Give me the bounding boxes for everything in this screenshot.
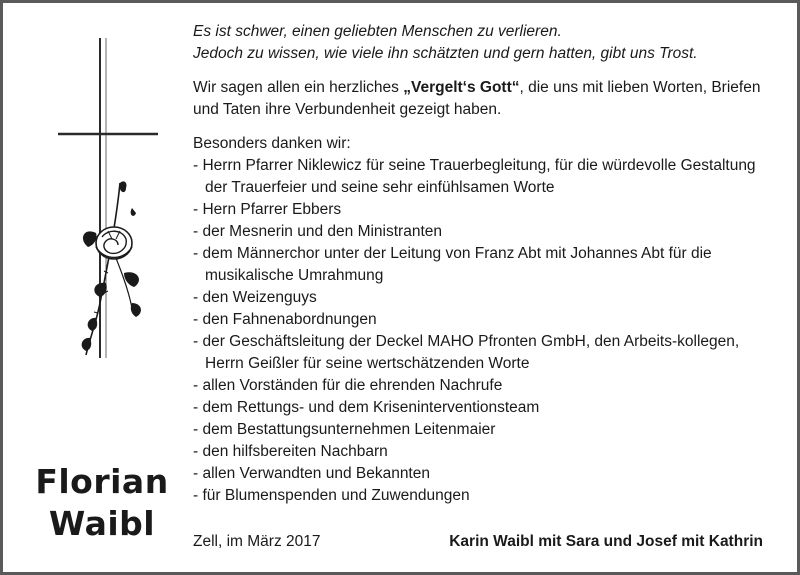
place-date: Zell, im März 2017 — [193, 533, 321, 550]
list-item: - den Fahnenabordnungen — [193, 309, 778, 331]
list-item: - für Blumenspenden und Zuwendungen — [193, 485, 778, 507]
deceased-last-name: Waibl — [48, 504, 156, 543]
special-thanks-list — [193, 155, 778, 507]
list-item: - der Geschäftsleitung der Deckel MAHO Pfronten GmbH, den Arbeits-kollegen, Herrn Geißler für seine wertschätzenden Worte — [193, 331, 778, 375]
main-text — [193, 21, 778, 507]
thanks-paragraph — [193, 77, 778, 121]
cross-rose-icon — [48, 33, 168, 363]
list-item: - dem Rettungs- und dem Kriseninterventionsteam — [193, 397, 778, 419]
left-column — [3, 3, 188, 572]
special-thanks-heading: Besonders danken wir: — [193, 135, 351, 152]
thanks-emphasis: „Vergelt‘s Gott“ — [403, 79, 520, 96]
special-thanks-section — [193, 133, 778, 507]
list-item: - allen Verwandten und Bekannten — [193, 463, 778, 485]
quote-line-1: Es ist schwer, einen geliebten Menschen zu verlieren. — [193, 23, 562, 40]
deceased-first-name: Florian — [35, 462, 169, 501]
deceased-name — [23, 461, 181, 545]
list-item: - Hern Pfarrer Ebbers — [193, 199, 778, 221]
list-item: - dem Männerchor unter der Leitung von Franz Abt mit Johannes Abt für die musikalische Umrahmung — [193, 243, 778, 287]
list-item: - den Weizenguys — [193, 287, 778, 309]
thanks-text-after: , die uns mit lieben Worten, Briefen und Taten ihre Verbundenheit gezeigt haben. — [193, 79, 761, 118]
list-item: - dem Bestattungsunternehmen Leitenmaier — [193, 419, 778, 441]
list-item: - den hilfsbereiten Nachbarn — [193, 441, 778, 463]
signers: Karin Waibl mit Sara und Josef mit Kathrin — [449, 533, 763, 550]
quote-line-2: Jedoch zu wissen, wie viele ihn schätzten und gern hatten, gibt uns Trost. — [193, 45, 698, 62]
thanks-text-before: Wir sagen allen ein herzliches — [193, 79, 404, 96]
list-item: - allen Vorständen für die ehrenden Nachrufe — [193, 375, 778, 397]
opening-quote — [193, 21, 778, 65]
list-item: - der Mesnerin und den Ministranten — [193, 221, 778, 243]
list-item: - Herrn Pfarrer Niklewicz für seine Trauerbegleitung, für die würdevolle Gestaltung der Trauerfeier und seine sehr einfühlsamen Worte — [193, 155, 778, 199]
